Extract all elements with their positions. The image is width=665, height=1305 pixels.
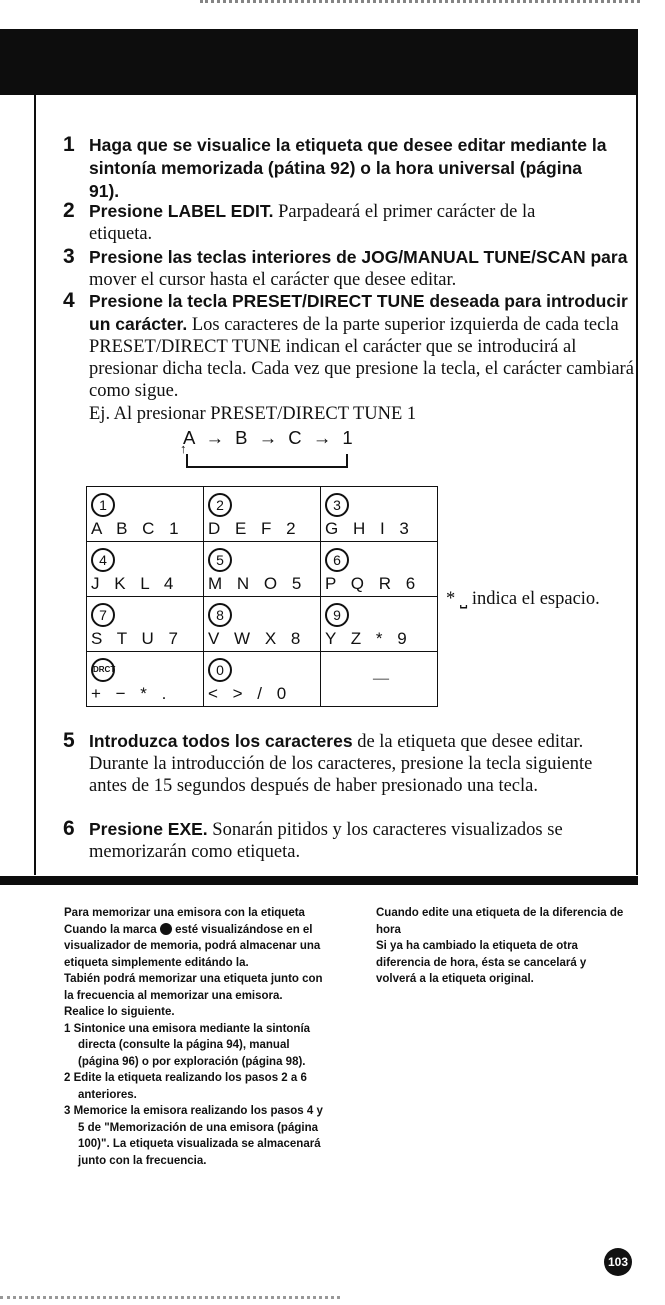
key-cell (321, 542, 438, 597)
key-chars: — (373, 670, 389, 687)
key-cell (204, 487, 321, 542)
key-1-icon: 1 (91, 493, 115, 517)
step-number: 3 (63, 245, 75, 268)
step-number: 5 (63, 729, 75, 752)
key-chars: J K L 4 (91, 574, 179, 593)
step-instruction: Presione EXE. (89, 819, 208, 839)
key-chars: + − * . (91, 684, 172, 703)
list-item: 1 Sintonice una emisora mediante la sintonía directa (consulte la página 94), manual (página 96) o por exploración (página 98). (64, 1022, 311, 1068)
note-paragraph: Si ya ha cambiado la etiqueta de otra diferencia de hora, ésta se cancelará y volverá a la etiqueta original. (376, 940, 587, 985)
step-instruction: Presione LABEL EDIT. (89, 201, 274, 221)
bottom-scan-edge (0, 1296, 340, 1305)
step-text: Los caracteres de la parte superior izquierda de cada tecla PRESET/DIRECT TUNE indican el carácter que se introducirá al presionar dicha tecla. Cada vez que presione la tecla, el carácter cambiará como sigue. (89, 315, 634, 401)
key-0-icon: 0 (208, 658, 232, 682)
key-chars: V W X 8 (208, 629, 306, 648)
step-instruction: Presione las teclas interiores de JOG/MANUAL TUNE/SCAN para (89, 247, 628, 267)
key-cell (204, 597, 321, 652)
key-cell (87, 652, 204, 707)
section-divider (0, 876, 638, 885)
frame-left-rule (34, 95, 36, 875)
key-cell (321, 487, 438, 542)
key-cell (204, 542, 321, 597)
note-store-station (64, 905, 324, 1169)
step-text: mover el cursor hasta el carácter que desee editar. (89, 270, 457, 290)
key-character-table (86, 486, 438, 707)
label-mark-icon (160, 923, 172, 935)
frame-right-rule (636, 95, 638, 875)
step-text: Parpadeará el primer carácter de la etiqueta. (89, 202, 536, 244)
space-note: * ⎵ indica el espacio. (446, 589, 600, 609)
arrow-up-icon: ↑ (180, 441, 187, 456)
key-chars: D E F 2 (208, 519, 301, 538)
key-9-icon: 9 (325, 603, 349, 627)
key-chars: A B C 1 (91, 519, 184, 538)
step-text: de la etiqueta que desee editar. Durante la introducción de los caracteres, presione la tecla siguiente antes de 15 segundos después de haber presionado una tecla. (89, 732, 593, 796)
step-number: 4 (63, 289, 75, 312)
key-cell (321, 597, 438, 652)
key-cell (204, 652, 321, 707)
key-4-icon: 4 (91, 548, 115, 572)
key-chars: < > / 0 (208, 684, 292, 703)
note-heading: Para memorizar una emisora con la etiqueta (64, 907, 305, 919)
key-5-icon: 5 (208, 548, 232, 572)
step-number: 2 (63, 199, 75, 222)
note-paragraph: Cuando la marca esté visualizándose en el visualizador de memoria, podrá almacenar una etiqueta simplemente editándo la. (64, 923, 321, 969)
page-number: 103 (604, 1248, 632, 1276)
key-chars: G H I 3 (325, 519, 414, 538)
note-heading: Cuando edite una etiqueta de la diferencia de hora (376, 907, 624, 936)
key-chars: S T U 7 (91, 629, 184, 648)
key-cell (321, 652, 438, 707)
key-3-icon: 3 (325, 493, 349, 517)
key-8-icon: 8 (208, 603, 232, 627)
note-time-difference (376, 905, 626, 988)
key-chars: Y Z * 9 (325, 629, 412, 648)
step-instruction: Presione la tecla PRESET/DIRECT TUNE deseada para introducir un carácter. (89, 291, 628, 334)
cycle-arrow (186, 454, 348, 468)
step-text: Sonarán pitidos y los caracteres visualizados se memorizarán como etiqueta. (89, 820, 563, 862)
list-item: 2 Edite la etiqueta realizando los pasos 2 a 6 anteriores. (64, 1072, 307, 1101)
step-instruction: Introduzca todos los caracteres (89, 731, 353, 751)
key-cell (87, 542, 204, 597)
list-item: 3 Memorice la emisora realizando los pasos 4 y 5 de "Memorización de una emisora (página 100)". La etiqueta visualizada se almacenará junto con la frecuencia. (64, 1105, 323, 1167)
example-sequence: A → B → C → 1 (183, 427, 356, 448)
example-text: Ej. Al presionar PRESET/DIRECT TUNE 1 (89, 404, 417, 424)
key-2-icon: 2 (208, 493, 232, 517)
key-chars: M N O 5 (208, 574, 307, 593)
key-chars: P Q R 6 (325, 574, 421, 593)
step-number: 6 (63, 817, 75, 840)
top-scan-edge (200, 0, 640, 9)
key-cell (87, 597, 204, 652)
note-paragraph: Tabién podrá memorizar una etiqueta junto con la frecuencia al memorizar una emisora. Realice lo siguiente. (64, 973, 323, 1018)
key-drct-icon: DRCT (91, 658, 115, 682)
key-cell (87, 487, 204, 542)
step-instruction: Haga que se visualice la etiqueta que desee editar mediante la sintonía memorizada (pátina 92) o la hora universal (página 91). (89, 135, 607, 201)
key-7-icon: 7 (91, 603, 115, 627)
key-6-icon: 6 (325, 548, 349, 572)
step-number: 1 (63, 133, 75, 156)
header-bar (0, 29, 638, 95)
